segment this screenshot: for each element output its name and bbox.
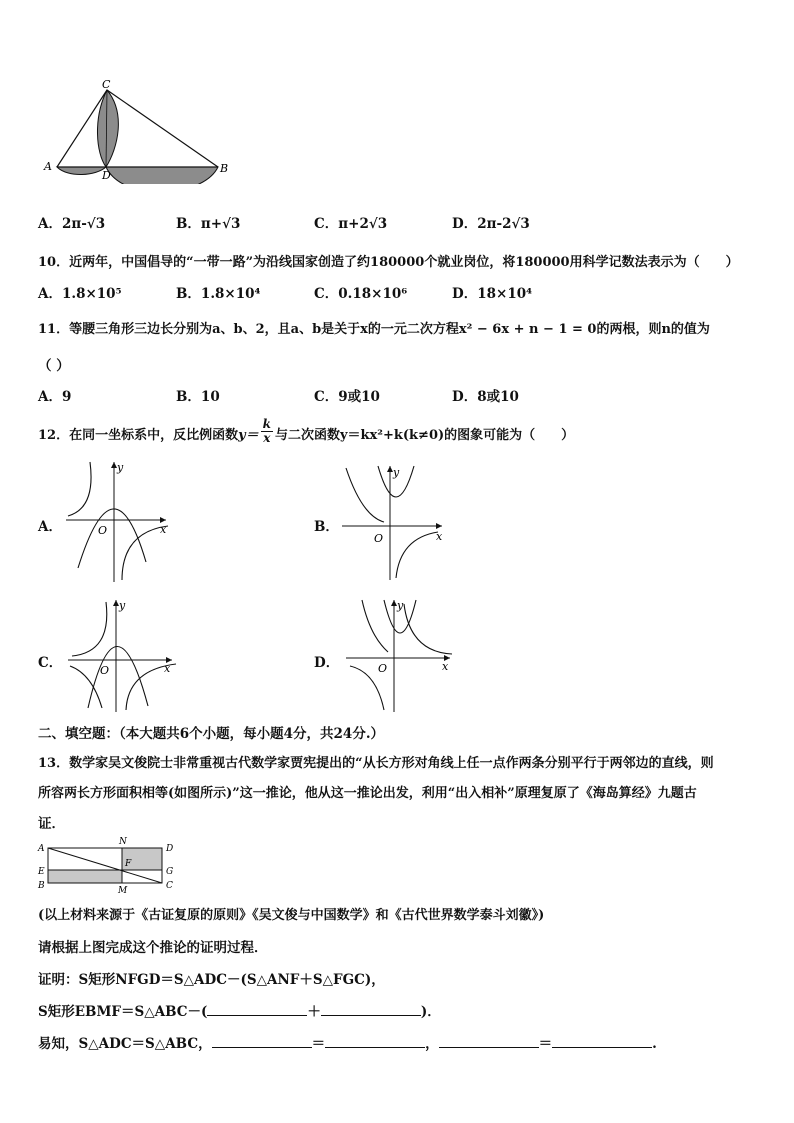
q13-line-3: 证． — [38, 816, 65, 832]
q9-right-semicircle-shaded — [106, 167, 218, 184]
graph-origin-label: O — [378, 662, 388, 675]
q9-left-semicircle-shaded — [57, 167, 106, 175]
proof3-eq-2: ＝ — [538, 1036, 553, 1052]
q9-option-b — [176, 212, 240, 232]
q13-line-2: 所容两长方形面积相等(如图所示)”这一推论，他从这一推论出发，利用“出入相补”原理复原了《海岛算经》九题古 — [38, 786, 697, 801]
q9-figure — [38, 78, 238, 184]
option-text: π+√3 — [200, 216, 241, 232]
proof3-period: . — [652, 1036, 657, 1052]
q12-fraction — [261, 418, 273, 445]
q13-instruction: 请根据上图完成这个推论的证明过程． — [38, 940, 268, 956]
answer-blank-3[interactable] — [212, 1035, 312, 1048]
q12-stem — [38, 417, 575, 447]
option-text: 1.8×10⁴ — [200, 286, 261, 302]
q12-stem-post: 与二次函数y＝kx²+k(k≠0)的图象可能为（ ） — [274, 428, 575, 443]
q13-label-m: M — [118, 886, 128, 894]
option-letter: A． — [38, 389, 62, 405]
q12-graph-a — [60, 458, 172, 584]
option-text: 10 — [200, 389, 220, 405]
q12-graph-d — [342, 596, 458, 714]
option-letter: C． — [314, 216, 339, 232]
q10-option-c — [314, 282, 407, 302]
q11-option-b — [176, 385, 220, 405]
q11-option-d — [452, 385, 519, 405]
q12-graph-c — [64, 596, 180, 714]
q9-label-a: A — [44, 160, 52, 173]
option-text: 0.18×10⁶ — [338, 286, 408, 302]
q9-label-d: D — [102, 169, 111, 182]
q12-stem-pre: 12．在同一坐标系中，反比例函数 — [38, 428, 239, 443]
proof3-pre: 易知，S△ADC＝S△ABC， — [38, 1036, 212, 1052]
q13-label-a: A — [38, 844, 45, 854]
graph-axis-y-label: y — [397, 599, 404, 612]
q10-stem: 10．近两年，中国倡导的“一带一路”为沿线国家创造了约180000个就业岗位，将180000用科学记数法表示为（ ） — [38, 255, 739, 270]
answer-blank-6[interactable] — [552, 1035, 652, 1048]
q13-source: (以上材料来源于《古证复原的原则》《吴文俊与中国数学》和《古代世界数学泰斗刘徽》) — [38, 908, 545, 923]
q12-option-b: B． — [314, 519, 339, 535]
option-letter: B． — [176, 286, 201, 302]
q9-option-a — [38, 212, 105, 232]
q12-option-d: D． — [314, 655, 340, 671]
proof2-pre: S矩形EBMF＝S△ABC－( — [38, 1004, 208, 1020]
q13-label-g: G — [166, 867, 174, 877]
q11-stem: 11．等腰三角形三边长分别为a、b、2，且a、b是关于x的一元二次方程x² − 6x + n − 1 = 0的两根，则n的值为 — [38, 322, 710, 337]
option-letter: A． — [38, 286, 62, 302]
option-text: 2π-2√3 — [477, 216, 530, 232]
option-letter: D． — [452, 286, 478, 302]
q12-option-c: C． — [38, 655, 63, 671]
graph-axis-x-label: x — [442, 660, 449, 673]
q12-frac-num: k — [262, 417, 271, 431]
option-letter: C． — [314, 389, 339, 405]
section-2-heading: 二、填空题：（本大题共6个小题，每小题4分，共24分.） — [38, 726, 385, 742]
graph-axis-x-label: x — [164, 662, 171, 675]
proof2-post: )． — [420, 1004, 441, 1020]
q13-figure — [36, 836, 182, 894]
q13-label-f: F — [125, 859, 132, 869]
graph-axis-x-label: x — [436, 530, 443, 543]
option-letter: D． — [452, 216, 478, 232]
q13-label-b: B — [38, 881, 45, 891]
answer-blank-4[interactable] — [325, 1035, 425, 1048]
q13-label-n: N — [119, 837, 127, 847]
graph-axis-y-label: y — [393, 466, 400, 479]
q9-option-c — [314, 212, 387, 232]
option-text: 9 — [61, 389, 72, 405]
q13-rect-ebmf — [48, 870, 122, 883]
option-text: π+2√3 — [338, 216, 388, 232]
option-text: 2π-√3 — [61, 216, 106, 232]
option-letter: D． — [452, 389, 478, 405]
q13-label-e: E — [38, 867, 45, 877]
q9-lens-shaded — [97, 90, 118, 167]
option-text: 9或10 — [338, 389, 380, 405]
graph-origin-label: O — [98, 524, 108, 537]
q13-proof-line-3 — [38, 1032, 657, 1052]
q13-line-1: 13．数学家吴文俊院士非常重视古代数学家贾宪提出的“从长方形对角线上任一点作两条分别平行于两邻边的直线，则 — [38, 756, 714, 771]
q10-option-d — [452, 282, 532, 302]
option-text: 8或10 — [477, 389, 519, 405]
q13-proof-line-1: 证明：S矩形NFGD＝S△ADC－(S△ANF＋S△FGC)， — [38, 972, 385, 988]
q9-label-c: C — [102, 78, 111, 91]
q12-y-eq: y＝ — [238, 428, 259, 443]
option-letter: C． — [314, 286, 339, 302]
answer-blank-1[interactable] — [207, 1003, 307, 1016]
q9-label-b: B — [220, 162, 229, 175]
proof3-eq-1: ＝ — [311, 1036, 326, 1052]
graph-axis-x-label: x — [160, 523, 167, 536]
option-text: 18×10⁴ — [477, 286, 533, 302]
q11-stem-paren: （ ） — [38, 358, 70, 374]
q10-option-b — [176, 282, 260, 302]
graph-axis-y-label: y — [119, 599, 126, 612]
option-letter: B． — [176, 389, 201, 405]
graph-origin-label: O — [100, 664, 110, 677]
q13-label-c: C — [166, 881, 173, 891]
q12-option-a: A． — [38, 519, 62, 535]
graph-axis-y-label: y — [117, 461, 124, 474]
q11-option-a — [38, 385, 71, 405]
q12-graph-b — [338, 462, 450, 582]
option-letter: B． — [176, 216, 201, 232]
q9-option-d — [452, 212, 530, 232]
q13-label-d: D — [166, 844, 174, 854]
option-text: 1.8×10⁵ — [61, 286, 122, 302]
q11-option-c — [314, 385, 380, 405]
q10-option-a — [38, 282, 121, 302]
answer-blank-2[interactable] — [321, 1003, 421, 1016]
proof2-plus: ＋ — [307, 1004, 321, 1020]
answer-blank-5[interactable] — [439, 1035, 539, 1048]
q12-frac-den: x — [263, 431, 271, 445]
graph-origin-label: O — [374, 532, 384, 545]
proof3-comma: ， — [425, 1036, 439, 1052]
option-letter: A． — [38, 216, 62, 232]
q13-proof-line-2 — [38, 1000, 441, 1020]
